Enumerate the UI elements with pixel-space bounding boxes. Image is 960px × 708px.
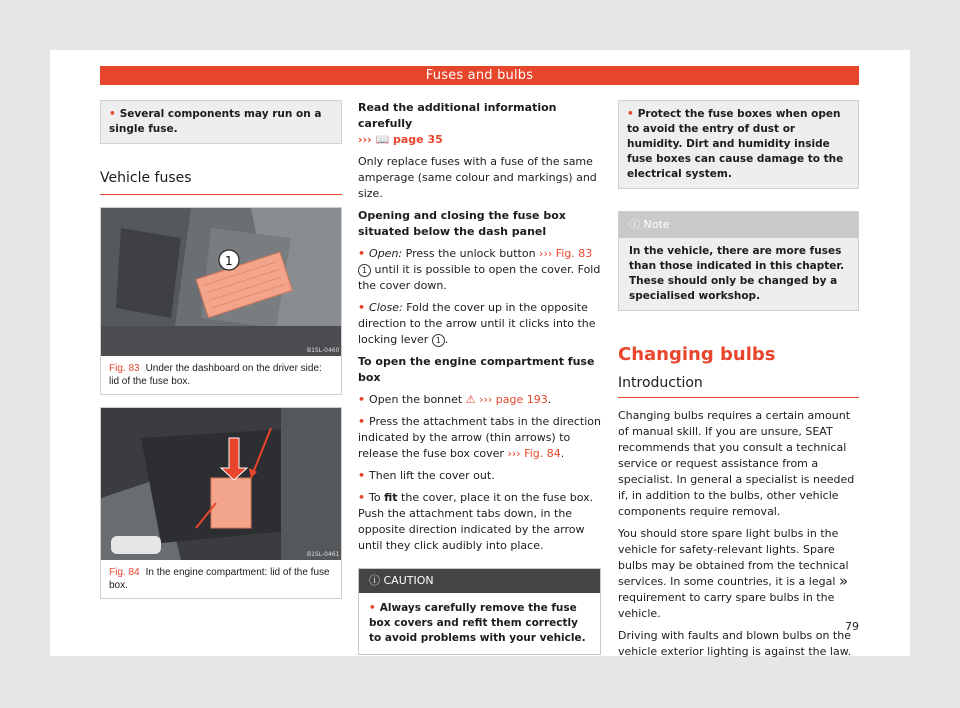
column-2 — [358, 100, 601, 655]
figure-83-caption — [101, 356, 341, 394]
open-text-a: Press the unlock button — [405, 247, 536, 260]
paragraph-law: Driving with faults and blown bulbs on the vehicle exterior lighting is against the law. — [618, 629, 852, 658]
bullet-close: • Close: Fold the cover up in the opposite direction to the arrow until it clicks into the locking lever 1 . — [358, 301, 596, 346]
bullet-icon: • — [627, 108, 634, 120]
figure-83 — [100, 207, 342, 395]
note-box — [618, 211, 859, 311]
figure-83-caption-text: Under the dashboard on the driver side: lid of the fuse box. — [109, 363, 322, 387]
paragraph-spare-bulbs: You should store spare light bulbs in the vehicle for safety-relevant lights. Spare bulbs may be obtained from the technical services. In some countries, it is a legal requirement to carry spare bulbs in the vehicle. — [618, 527, 849, 620]
figure-83-label: Fig. 83 — [109, 363, 140, 374]
close-label: Close: — [369, 301, 403, 314]
info-bullet-box — [100, 100, 342, 144]
open-label: Open: — [369, 247, 403, 260]
column-1 — [100, 100, 342, 599]
fig83-link[interactable]: ››› Fig. 83 — [539, 247, 593, 260]
note-text: In the vehicle, there are more fuses than those indicated in this chapter. These should only be changed by a specialised workshop. — [629, 245, 845, 302]
fit-post: the cover, place it on the fuse box. Push the attachment tabs down, in the opposite direction indicated by the arrow until they click audibly into place. — [358, 491, 594, 552]
read-more — [358, 100, 601, 148]
caution-icon: ⓘ — [369, 574, 380, 587]
page-ref-link[interactable]: page 35 — [393, 133, 443, 146]
heading-engine-fuse-box: To open the engine compartment fuse box — [358, 355, 595, 384]
press-tabs-text: Press the attachment tabs in the direction indicated by the arrow (thin arrows) to release the fuse box cover — [358, 415, 601, 460]
figure-84-caption-text: In the engine compartment: lid of the fuse box. — [109, 567, 330, 591]
fig84-code: B1SL-0461 — [307, 551, 340, 558]
bullet-open: • Open: Press the unlock button ››› Fig. 83 1 until it is possible to open the cover. Fold the cover down. — [358, 247, 601, 292]
fuse-box-dashboard-image — [101, 208, 341, 356]
close-text: Fold the cover up in the opposite direction to the arrow until it clicks into the locking lever — [358, 301, 596, 346]
bullet-lift: • Then lift the cover out. — [358, 469, 495, 482]
callout-1: 1 — [432, 334, 445, 347]
caution-title: CAUTION — [383, 574, 434, 587]
bullet-bonnet: • Open the bonnet ⚠ ››› page 193. — [358, 393, 552, 406]
fig83-callout: 1 — [225, 254, 233, 268]
bonnet-text: Open the bonnet — [369, 393, 463, 406]
column-3 — [618, 100, 859, 666]
book-icon: 📖 — [375, 133, 390, 146]
lift-text: Then lift the cover out. — [369, 469, 495, 482]
caution-text: Always carefully remove the fuse box covers and refit them correctly to avoid problems with your vehicle. — [369, 602, 586, 644]
protect-bullet-box — [618, 100, 859, 189]
warning-icon: ⚠ — [465, 393, 476, 406]
note-header — [619, 212, 858, 238]
fig83-code: B1SL-0460 — [307, 347, 340, 354]
bullet-fit: • To fit the cover, place it on the fuse box. Push the attachment tabs down, in the opposite direction indicated by the arrow until they click audibly into place. — [358, 491, 594, 552]
info-icon: ⓘ — [629, 218, 640, 231]
page-header: Fuses and bulbs — [100, 66, 859, 85]
page-number: 79 — [845, 620, 859, 633]
heading-dash-fuse-box: Opening and closing the fuse box situated below the dash panel — [358, 209, 566, 238]
note-title: Note — [643, 218, 670, 231]
figure-84 — [100, 407, 342, 599]
figure-84-caption — [101, 560, 341, 598]
changing-bulbs-title: Changing bulbs — [618, 344, 776, 365]
protect-text: Protect the fuse boxes when open to avoid the entry of dust or humidity. Dirt and humidity inside fuse boxes can cause damage to the electrical system. — [627, 108, 844, 180]
fig84-link[interactable]: ››› Fig. 84 — [507, 447, 561, 460]
fuse-box-engine-image — [101, 408, 341, 560]
fit-pre: To — [369, 491, 381, 504]
ref-arrows: ››› — [358, 133, 372, 146]
fit-bold: fit — [384, 491, 398, 504]
bullet-icon: • — [109, 108, 116, 120]
page-193-link[interactable]: ››› page 193 — [479, 393, 548, 406]
read-more-text: Read the additional information carefully — [358, 101, 557, 130]
continue-mark: » — [839, 572, 849, 590]
paragraph-fuse-replace: Only replace fuses with a fuse of the same amperage (same colour and markings) and size. — [358, 155, 597, 200]
caution-box — [358, 568, 601, 655]
callout-1: 1 — [358, 264, 371, 277]
bullet-text: Several components may run on a single fuse. — [109, 108, 322, 135]
bullet-press-tabs: • Press the attachment tabs in the direction indicated by the arrow (thin arrows) to release the fuse box cover ››› Fig. 84. — [358, 415, 601, 460]
section-title: Vehicle fuses — [100, 170, 342, 195]
caution-header — [359, 569, 600, 593]
figure-84-label: Fig. 84 — [109, 567, 140, 578]
open-text-b: until it is possible to open the cover. Fold the cover down. — [358, 263, 601, 292]
introduction-title: Introduction — [618, 375, 859, 398]
paragraph-bulbs-skill: Changing bulbs requires a certain amount of manual skill. If you are unsure, SEAT recommends that you consult a technical service or request assistance from a specialist. In general a specialist is needed if, in addition to the bulbs, other vehicle components require removal. — [618, 409, 855, 518]
caution-body: • Always carefully remove the fuse box covers and refit them correctly to avoid problems with your vehicle. — [369, 602, 586, 644]
